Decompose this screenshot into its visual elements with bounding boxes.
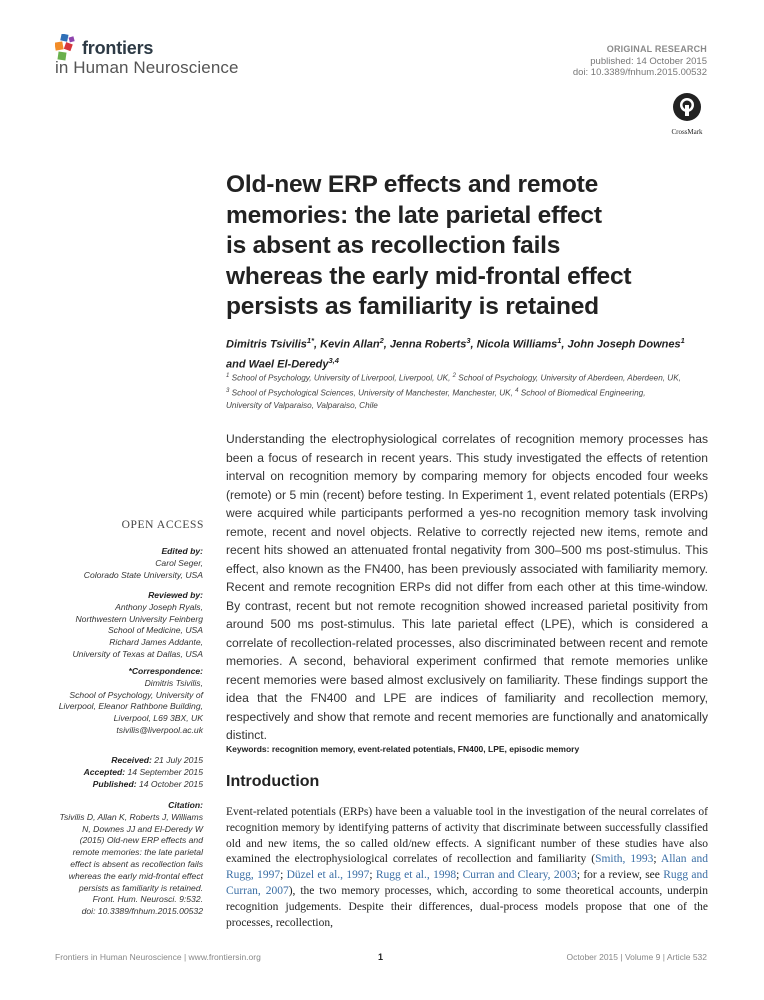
- citation-line: Tsivilis D, Allan K, Roberts J, Williams: [59, 811, 203, 822]
- author-name[interactable]: John Joseph Downes: [567, 338, 681, 351]
- article-meta: [573, 44, 707, 79]
- reviewed-by: [23, 590, 203, 661]
- affiliation: School of Psychology, University of Liverpool, Liverpool, UK,: [229, 373, 453, 383]
- author-affil-sup: 1: [680, 336, 685, 345]
- page-number: 1: [378, 952, 384, 962]
- citation-line: remote memories: the late parietal: [72, 847, 203, 858]
- open-access-label: OPEN ACCESS: [121, 519, 204, 531]
- published-label: Published:: [92, 778, 137, 789]
- citation-link[interactable]: Düzel et al., 1997: [286, 869, 370, 882]
- correspondence-email[interactable]: tsivilis@liverpool.ac.uk: [116, 724, 203, 735]
- article-type: ORIGINAL RESEARCH: [606, 44, 707, 54]
- keywords-label: Keywords:: [226, 744, 270, 754]
- citation: [23, 800, 203, 918]
- corresponding-star: *: [311, 336, 314, 345]
- article-title: [226, 170, 696, 323]
- footer-journal-link[interactable]: Frontiers in Human Neuroscience | www.frontiersin.org: [55, 952, 261, 962]
- affiliation: School of Psychology, University of Aberdeen, Aberdeen, UK,: [455, 373, 681, 383]
- citation-link[interactable]: Rugg and Curran, 2007: [226, 869, 709, 897]
- author-name[interactable]: Wael El-Deredy: [248, 358, 329, 371]
- footer-issue: October 2015 | Volume 9 | Article 532: [566, 952, 707, 962]
- reviewer-line: Anthony Joseph Ryals,: [115, 601, 203, 612]
- citation-link[interactable]: Curran and Cleary, 2003: [462, 869, 577, 882]
- citation-link[interactable]: Smith, 1993: [595, 853, 654, 866]
- correspondence: [23, 666, 203, 737]
- correspondence-line: School of Psychology, University of: [69, 689, 203, 700]
- author-affil-sup: 3,4: [328, 355, 339, 365]
- published-date: published: 14 October 2015: [590, 55, 707, 67]
- published-date-side: 14 October 2015: [136, 778, 203, 789]
- author-name[interactable]: Dimitris Tsivilis: [226, 338, 307, 351]
- title-line: is absent as recollection fails: [226, 232, 561, 259]
- reviewed-by-label: Reviewed by:: [148, 590, 203, 600]
- body-text: ), the two memory processes, which, according to some theoretical accounts, underpin recognition judgements. Despite their differences, dual-process models propose that one of the processes, recollection,: [226, 884, 708, 929]
- correspondence-line: Liverpool, L69 3BX, UK: [113, 713, 203, 724]
- edited-by-label: Edited by:: [161, 546, 203, 556]
- affil-sup: 4: [515, 387, 519, 394]
- received-label: Received:: [111, 755, 152, 765]
- citation-label: Citation:: [168, 800, 203, 810]
- section-heading: Introduction: [226, 773, 320, 790]
- body-text: ;: [280, 869, 287, 882]
- citation-line: N, Downes JJ and El-Deredy W: [82, 823, 203, 834]
- author-name[interactable]: Jenna Roberts: [389, 338, 467, 351]
- author-list: Dimitris Tsivilis$^{1*}$, Kevin Allan$^2$, Jenna Roberts$^3$, Nicola Williams$^1$, John Joseph Downes$^1$ and Wael El-Deredy$^{3,4}$: [226, 336, 685, 371]
- author-conjunction: and: [226, 358, 246, 371]
- correspondence-line: Liverpool, Eleanor Rathbone Building,: [58, 701, 203, 712]
- editor-line: Colorado State University, USA: [83, 569, 203, 580]
- citation-doi[interactable]: doi: 10.3389/fnhum.2015.00532: [81, 906, 203, 917]
- brand-name: frontiers: [82, 38, 154, 58]
- reviewer-line: University of Texas at Dallas, USA: [72, 648, 203, 659]
- accepted-label: Accepted:: [83, 766, 126, 777]
- body-text: ;: [369, 869, 376, 882]
- body-text: Event-related potentials (ERPs) have been a valuable tool in the investigation of the neural correlates of recognition memory by identifying patterns of activity that discriminate between successfully classified old and new items, the so called old/new effects. A significant number of these studies have also examined the electrophysiological correlates of recollection and familiarity (: [226, 806, 708, 866]
- author-name[interactable]: Nicola Williams: [476, 338, 558, 351]
- editor-line: Carol Seger,: [155, 557, 203, 568]
- affil-sup: 1: [226, 373, 230, 379]
- intro-paragraph: [226, 805, 708, 931]
- accepted-date: 14 September 2015: [125, 766, 203, 777]
- edited-by: [23, 546, 203, 581]
- crossmark-label: CrossMark: [671, 128, 703, 136]
- reviewer-line: School of Medicine, USA: [107, 625, 203, 636]
- author-affil-sup: 2: [379, 336, 384, 345]
- correspondence-label: *Correspondence:: [128, 666, 203, 676]
- citation-line: Front. Hum. Neurosci. 9:532.: [92, 894, 203, 905]
- author-affil-sup: 1: [306, 336, 312, 345]
- correspondence-line: Dimitris Tsivilis,: [144, 677, 203, 688]
- reviewer-line: Richard James Addante,: [109, 637, 203, 648]
- affiliation: School of Biomedical Engineering,: [518, 388, 646, 398]
- citation-link[interactable]: Rugg et al., 1998: [375, 869, 457, 882]
- affiliations: [226, 370, 716, 412]
- title-line: memories: the late parietal effect: [226, 201, 602, 229]
- author-affil-sup: 1: [557, 336, 562, 345]
- body-text: ; for a review, see: [576, 869, 664, 882]
- author-affil-sup: 3: [466, 336, 471, 345]
- keywords-text: recognition memory, event-related potentials, FN400, LPE, episodic memory: [269, 744, 580, 754]
- title-line: whereas the early mid-frontal effect: [226, 262, 632, 290]
- affiliation: School of Psychological Sciences, University of Manchester, Manchester, UK,: [229, 388, 516, 398]
- citation-link[interactable]: Allan and Rugg, 1997: [226, 853, 709, 882]
- affil-sup: 3: [226, 387, 230, 394]
- crossmark-badge[interactable]: [666, 92, 708, 136]
- crossmark-icon: [672, 92, 702, 122]
- citation-line: persists as familiarity is retained.: [78, 882, 203, 893]
- author-name[interactable]: Kevin Allan: [320, 338, 380, 351]
- reviewer-line: Northwestern University Feinberg: [75, 613, 203, 624]
- citation-line: (2015) Old-new ERP effects and: [79, 835, 203, 846]
- affil-sup: 2: [452, 373, 456, 379]
- keywords: [226, 744, 708, 754]
- abstract: Understanding the electrophysiological correlates of recognition memory processes has been a focus of research in recent years. This study investigated the effects of retention interval on recognition memory by comparing memory for objects encoded four weeks (remote) or 5 min (recent) before testing. In Experiment 1, event related potentials (ERPs) were acquired while participants performed a yes-no recognition memory task involving remote, recent and novel objects. Relative to correctly rejected new items, remote and recent hits showed an attenuated frontal negativity from 300–500 ms post-stimulus. This effect, also known as the FN400, has been previously associated with familiarity memory. Recent and remote recognition ERPs did not differ from each other at this time-window. By contrast, recent but not remote recognition showed increased parietal positivity from around 500 ms post-stimulus. This late parietal effect (LPE), which is considered a correlate of recollection-related processes, also discriminated between recent and remote memories. A second, behavioral experiment confirmed that remote memories unlike recent memories were based almost exclusively on familiarity. These findings support the idea that the FN400 and LPE are indices of familiarity and recollection memory, respectively and show that remote and recent memories are functionally and anatomically distinct.: [226, 432, 708, 742]
- body-text: ;: [653, 853, 661, 866]
- affiliation: University of Valparaiso, Valparaiso, Chile: [226, 401, 378, 411]
- title-line: Old-new ERP effects and remote: [226, 171, 599, 198]
- citation-line: whereas the early mid-frontal effect: [68, 870, 203, 881]
- received-date: 21 July 2015: [151, 755, 203, 765]
- title-line: persists as familiarity is retained: [226, 293, 599, 320]
- journal-name: in Human Neuroscience: [55, 58, 239, 77]
- dates: [23, 755, 203, 790]
- citation-line: effect is absent as recollection fails: [70, 858, 203, 869]
- doi-link[interactable]: doi: 10.3389/fnhum.2015.00532: [572, 67, 707, 78]
- body-text: ;: [456, 869, 463, 882]
